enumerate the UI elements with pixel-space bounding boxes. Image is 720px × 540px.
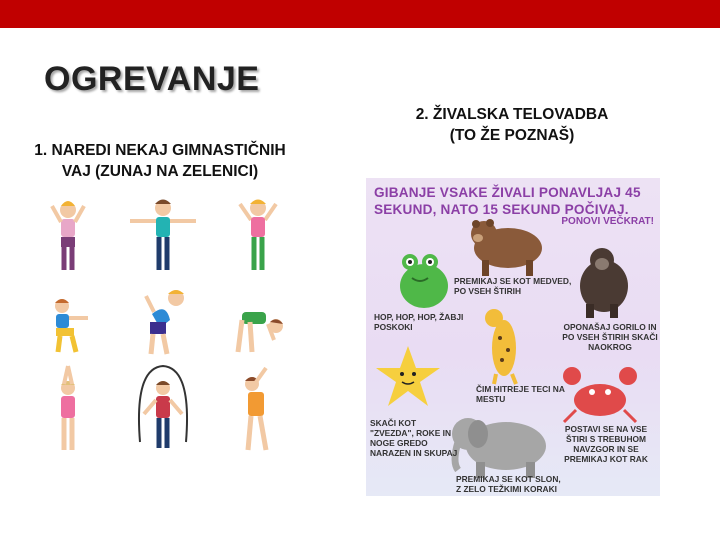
frog-icon: [400, 254, 448, 308]
animal-exercise-caption: 2. ŽIVALSKA TELOVADBA (TO ŽE POZNAŠ): [415, 106, 609, 144]
slide-title: OGREVANJE: [44, 60, 260, 98]
star-icon: [376, 346, 440, 406]
kid-t-pose-figure: [130, 200, 196, 271]
star-label: SKAČI KOT "ZVEZDA", ROKE IN NOGE GREDO NARAZEN IN SKUPAJ: [370, 418, 458, 458]
elephant-label: PREMIKAJ SE KOT SLON, Z ZELO TEŽKIMI KORAKI: [456, 474, 561, 494]
bear-icon: [471, 219, 542, 276]
animal-exercise-poster: [366, 178, 660, 496]
kid-stretch-figure: [245, 368, 266, 450]
gorilla-label: OPONAŠAJ GORILO IN PO VSEH ŠTIRIH SKAČI NAOKROG: [562, 322, 658, 352]
cheetah-label: ČIM HITREJE TECI NA MESTU: [476, 384, 565, 404]
kid-arms-overhead-figure: [61, 366, 75, 450]
frog-label: HOP, HOP, HOP, ŽABJI POSKOKI: [374, 312, 464, 332]
poster-heading: GIBANJE VSAKE ŽIVALI PONAVLJAJ 45 SEKUND, NATO 15 SEKUND POČIVAJ.: [374, 185, 641, 217]
gymnastics-kids-illustration: [30, 192, 300, 462]
crab-icon: [563, 367, 637, 422]
poster-repeat-text: PONOVI VEČKRAT!: [561, 216, 654, 227]
kid-squat-figure: [55, 299, 88, 352]
cheetah-icon: [485, 309, 516, 384]
kid-hands-on-head-figure: [240, 200, 276, 271]
gorilla-icon: [580, 248, 628, 318]
kid-arms-up-figure: [52, 201, 84, 270]
gymnastics-caption: 1. NAREDI NEKAJ GIMNASTIČNIH VAJ (ZUNAJ NA ZELENICI): [34, 142, 286, 180]
elephant-icon: [452, 418, 546, 478]
kid-jump-rope-figure: [139, 366, 187, 448]
crab-label: POSTAVI SE NA VSE ŠTIRI S TREBUHOM NAVZGOR IN SE PREMIKAJ KOT RAK: [564, 424, 648, 464]
kid-side-bend-figure: [146, 290, 184, 354]
bear-label: PREMIKAJ SE KOT MEDVED, PO VSEH ŠTIRIH: [454, 276, 572, 296]
kid-forward-bend-figure: [238, 312, 283, 352]
top-accent-bar: [0, 0, 720, 28]
